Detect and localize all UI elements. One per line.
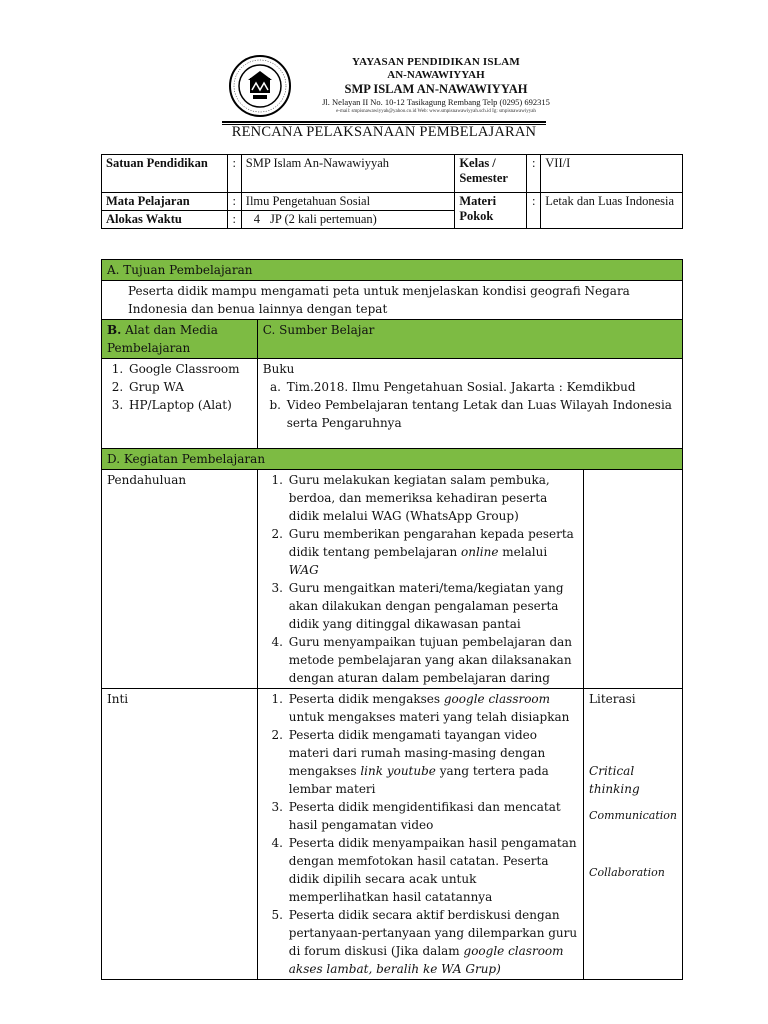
pendahuluan-label: Pendahuluan [102, 470, 258, 689]
alat-cell [102, 359, 258, 449]
alokasi-value: JP (2 kali pertemuan) [270, 212, 377, 226]
communication-label: Communication [589, 809, 677, 822]
alat-item: 1. Google Classroom [127, 360, 252, 378]
alokasi-num: 4 [253, 212, 261, 226]
colon: : [227, 211, 241, 229]
identity-table [101, 154, 683, 229]
kelas-label: Kelas / Semester [455, 155, 527, 193]
inti-step: 4. Peserta didik menyampaikan hasil pengamatan dengan memfotokan hasil catatan. Peserta didik dipilih secara acak untuk memperlihatkan hasil catatannya [287, 834, 578, 906]
inti-cell [257, 689, 583, 980]
school-name: SMP ISLAM AN-NAWAWIYYAH [344, 82, 528, 96]
document-title: RENCANA PELAKSANAAN PEMBELAJARAN [231, 124, 537, 140]
inti-side [584, 689, 683, 980]
alat-heading [102, 320, 258, 359]
inti-step: 5. Peserta didik secara aktif berdiskusi dengan pertanyaan-pertanyaan yang dilemparkan guru di forum diskusi (Jika dalam google clasroom akses lambat, beralih ke WA Grup) [287, 906, 578, 978]
alokasi-cell [241, 211, 455, 229]
sumber-item: b. Video Pembelajaran tentang Letak dan Luas Wilayah Indonesia serta Pengaruhnya [285, 396, 677, 432]
critical-thinking-label: Critical thinking [589, 764, 640, 796]
materi-label: Materi Pokok [455, 193, 527, 229]
alat-item: 2. Grup WA [127, 378, 252, 396]
school-address: Jl. Nelayan II No. 10-12 Tasikagung Rembang Telp (0295) 692315 [322, 97, 550, 107]
alat-heading-letter: B. [107, 323, 122, 337]
rpp-table [101, 259, 683, 980]
pendahuluan-side [584, 470, 683, 689]
sumber-cell [257, 359, 682, 449]
inti-step: 1. Peserta didik mengakses google classroom untuk mengakses materi yang telah disiapkan [287, 690, 578, 726]
pendahuluan-cell [257, 470, 583, 689]
inti-step: 2. Peserta didik mengamati tayangan video materi dari rumah masing-masing dengan mengakses link youtube yang tertera pada lembar materi [287, 726, 578, 798]
kegiatan-heading: D. Kegiatan Pembelajaran [102, 449, 683, 470]
pendahuluan-step: 3. Guru mengaitkan materi/tema/kegiatan yang akan dilakukan dengan pengalaman peserta didik yang ditinggal dikawasan pantai [287, 579, 578, 633]
mapel-value: Ilmu Pengetahuan Sosial [241, 193, 455, 211]
mapel-label: Mata Pelajaran [102, 193, 228, 211]
colon: : [527, 193, 541, 229]
inti-step: 3. Peserta didik mengidentifikasi dan mencatat hasil pengamatan video [287, 798, 578, 834]
kelas-value: VII/I [541, 155, 683, 193]
foundation-name: YAYASAN PENDIDIKAN ISLAM [351, 56, 520, 68]
foundation-subname: AN-NAWAWIYYAH [387, 69, 485, 81]
school-logo [228, 54, 292, 118]
sumber-item: a. Tim.2018. Ilmu Pengetahuan Sosial. Jakarta : Kemdikbud [285, 378, 677, 396]
colon: : [527, 155, 541, 193]
alat-item: 3. HP/Laptop (Alat) [127, 396, 252, 414]
inti-label: Inti [102, 689, 258, 980]
tujuan-heading: A. Tujuan Pembelajaran [102, 260, 683, 281]
school-contact: e-mail: smpisnawawiyyah@yahoo.co.id Web: www.smpisnawawiyyah.sch.id Ig: smpisnawawiyyah [336, 109, 536, 114]
pendahuluan-step: 4. Guru menyampaikan tujuan pembelajaran dan metode pembelajaran yang akan dilaksanakan dengan aturan dalam pembelajaran daring [287, 633, 578, 687]
satuan-label: Satuan Pendidikan [102, 155, 228, 193]
tujuan-text: Peserta didik mampu mengamati peta untuk menjelaskan kondisi geografi Negara Indonesia dan benua lainnya dengan tepat [102, 281, 683, 320]
pendahuluan-step: 2. Guru memberikan pengarahan kepada peserta didik tentang pembelajaran online melalui WAG [287, 525, 578, 579]
letterhead-rule [222, 121, 546, 123]
alat-heading-label: Alat dan Media Pembelajaran [107, 323, 218, 355]
sumber-heading: C. Sumber Belajar [257, 320, 682, 359]
pendahuluan-step: 1. Guru melakukan kegiatan salam pembuka, berdoa, dan memeriksa kehadiran peserta didik melalui WAG (WhatsApp Group) [287, 471, 578, 525]
colon: : [227, 193, 241, 211]
materi-value: Letak dan Luas Indonesia [541, 193, 683, 229]
colon: : [227, 155, 241, 193]
literasi-label: Literasi [589, 692, 636, 706]
satuan-value: SMP Islam An-Nawawiyyah [241, 155, 455, 193]
sumber-intro: Buku [262, 362, 295, 376]
collaboration-label: Collaboration [589, 866, 665, 879]
letterhead [228, 52, 558, 122]
alokasi-label: Alokas Waktu [102, 211, 228, 229]
